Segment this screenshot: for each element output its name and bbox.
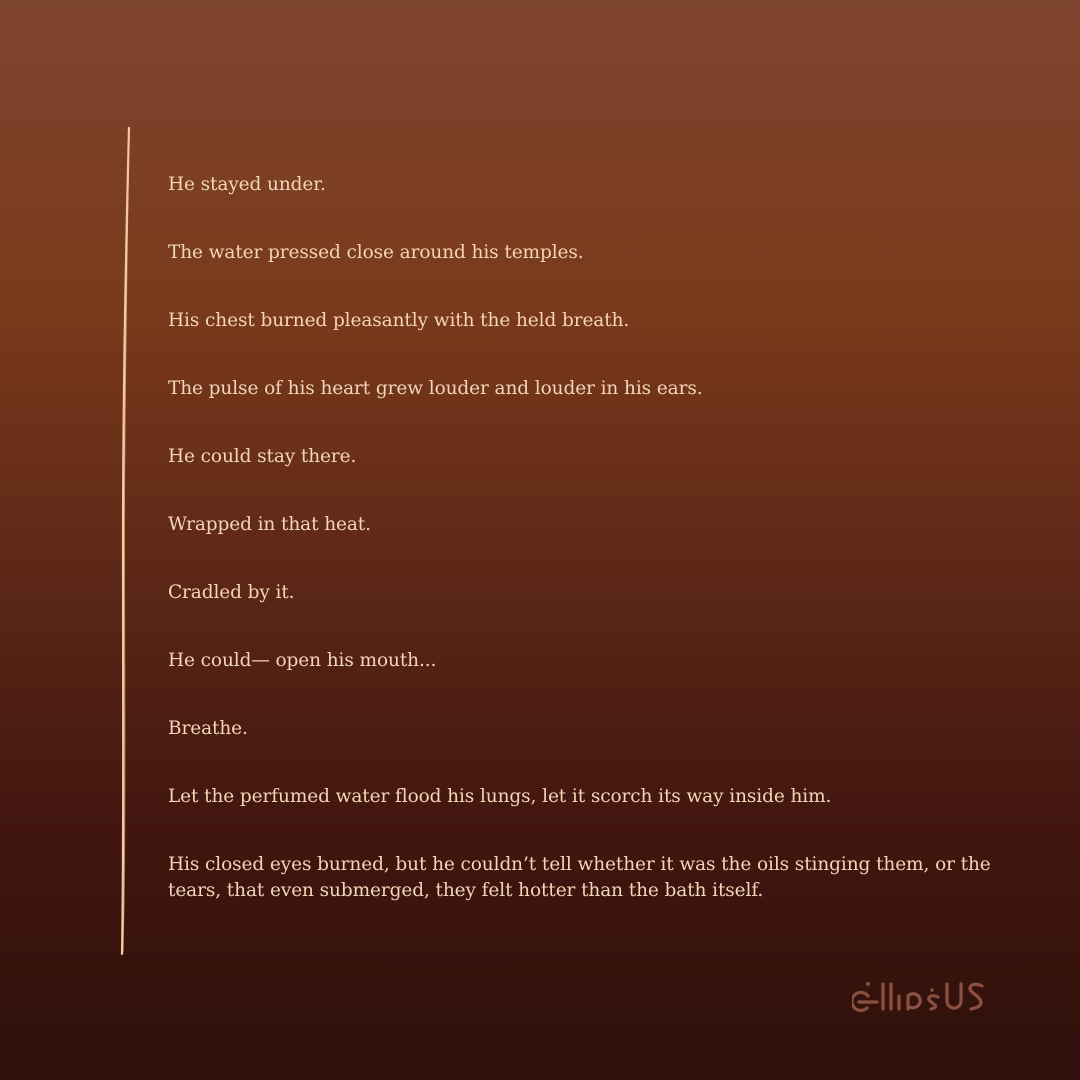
paragraph: His chest burned pleasantly with the held breath. [168,310,630,331]
paragraph: He could— open his mouth... [168,650,437,671]
paragraph: He could stay there. [168,446,357,467]
paragraph: The pulse of his heart grew louder and louder in his ears. [168,378,703,399]
vertical-rule [112,126,136,956]
paragraph: Let the perfumed water flood his lungs, let it scorch its way inside him. [168,786,832,807]
paragraph: His closed eyes burned, but he couldn’t tell whether it was the oils stinging them, or the tears, that even submerged, they felt hotter than the bath itself. [168,854,991,901]
paragraph: Breathe. [168,718,248,739]
story-text [168,172,1008,946]
paragraph: He stayed under. [168,174,326,195]
paragraph: The water pressed close around his temples. [168,242,584,263]
paragraph: Wrapped in that heat. [168,514,371,535]
paragraph: Cradled by it. [168,582,295,603]
ellipsus-logo-icon [852,970,1006,1014]
